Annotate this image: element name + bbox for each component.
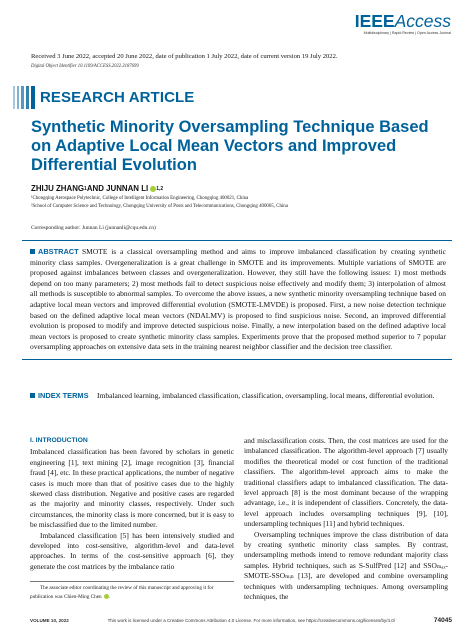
index-terms-heading-label: INDEX TERMS: [38, 391, 89, 400]
author-1-affiliation-mark: 1: [84, 185, 87, 192]
banner-stripe: [26, 86, 29, 109]
banner-stripe: [17, 86, 19, 109]
journal-tagline: Multidisciplinary | Rapid Review | Open Access Journal: [363, 31, 451, 35]
banner-stripe: [13, 86, 15, 109]
journal-logo: [355, 12, 451, 35]
page-footer: [30, 617, 452, 624]
abstract-heading-label: ABSTRACT: [38, 247, 79, 256]
banner-stripe: [31, 86, 35, 109]
footnote-period: .: [108, 593, 110, 600]
corresponding-author: Corresponding author: Junnan Li (junnanli@cqu.edu.cn): [31, 225, 156, 231]
affiliation-1: ¹Chongqing Aerospace Polytechnic, College of Intelligent Information Engineering, Chongqing 400021, China: [31, 196, 249, 201]
license-notice[interactable]: This work is licensed under a Creative Commons Attribution 4.0 License. For more information, see https://creativecommons.org/licenses/by/4.0/: [107, 618, 396, 623]
paper-title: Synthetic Minority Oversampling Technique Based on Adaptive Local Mean Vectors and Improved Differential Evolution: [31, 118, 429, 174]
page-number: 74045: [433, 617, 452, 624]
volume-label: VOLUME 10, 2022: [30, 618, 69, 623]
body-paragraph: Imbalanced classification has been favored by scholars in genetic engineering [1], text mining [2], image recognition [3], financial fraud [4], etc. In these practical applications, the number of negative cases is much more than that of positive cases due to the highly skewed class distribution. Negative and positive cases are regarded as the majority and minority classes, respectively. Under such circumstances, the minority class is more concerned, but it is easy to be misclassified due to the limited number.: [30, 447, 234, 530]
abstract-section: [22, 240, 452, 360]
doi-line: Digital Object Identifier 10.1109/ACCESS.2022.3187699: [31, 64, 139, 69]
article-type-label: RESEARCH ARTICLE: [40, 89, 195, 106]
banner-stripe: [21, 86, 24, 109]
banner-stripes: [13, 86, 35, 109]
received-dates: Received 3 June 2022, accepted 20 June 2022, date of publication 1 July 2022, date of current version 19 July 2022.: [31, 53, 338, 60]
abstract-text: SMOTE is a classical oversampling method and aims to improve imbalanced classification by creating synthetic minority class samples. Overgeneralization is a great challenge in SMOTE and its improvements. Multiple variations of SMOTE are proposed against imbalances between classes and overgeneralization. However, they still have the following issues: 1) most methods depend on too many parameters; 2) most methods fail to detect suspicious noise effectively and modify them; 3) interpolation of almost all methods is susceptible to abnormal samples. To overcome the above issues, a new synthetic minority oversampling technique based on adaptive local mean vectors and improved differential evolution (SMOTE-LMVDE) is proposed. First, a new noise detection technique based on the defined adaptive local mean vectors (NDALMV) is proposed to find suspicious noise. Second, an improved differential evolution is proposed to modify and improve detected suspicious noise. Finally, a new interpolation based on the defined adaptive local mean vectors is proposed to create synthetic minority class samples. Experiments prove that the proposed method superior to 7 popular oversampling approaches on extensive data sets in the training nearest neighbor classifier and the decision tree classifier.: [30, 247, 446, 352]
body-paragraph: and misclassification costs. Then, the cost matrices are used for the imbalanced classification. The algorithm-level approach [7] usually modifies the theoretical model or cost function of the traditional classifiers. The algorithm-level approach aims to make the traditional classifiers adapt to imbalanced classification. The data-level approach [8] is the most dominant because of the wrapping advantage, i.e., it is independent of classifiers. Concretely, the data-level approach includes oversampling techniques [9], [10], undersampling techniques [11] and hybrid techniques.: [244, 436, 448, 529]
footnote-divider: [30, 581, 234, 582]
editor-footnote-text: The associate editor coordinating the review of this manuscript and approving it for publication was Chien-Ming Chen: [30, 585, 214, 600]
section-marker-icon: [30, 393, 35, 398]
author-line: [31, 184, 163, 193]
body-column-right: [244, 436, 448, 603]
author-2-affiliation-mark: 1,2: [156, 185, 164, 192]
affiliation-2: ²School of Computer Science and Technology, Chongqing University of Posts and Telecommunications, Chongqing 400065, China: [31, 204, 288, 209]
journal-name-light: Access: [394, 11, 451, 31]
index-terms-text: Imbalanced learning, imbalanced classification, classification, oversampling, local means, differential evolution.: [97, 391, 435, 400]
journal-name: [355, 12, 451, 30]
editor-footnote: [30, 584, 234, 601]
author-1: ZHIJU ZHANG: [31, 184, 85, 193]
body-paragraph: Imbalanced classification [5] has been intensively studied and developed into cost-sensitive, algorithm-level and data-level approaches. In terms of the cost-sensitive approach [6], they generate the cost matrices by the imbalance ratio: [30, 530, 234, 571]
journal-name-bold: IEEE: [354, 11, 395, 31]
section-heading-introduction: I. INTRODUCTION: [30, 437, 88, 444]
section-marker-icon: [30, 249, 35, 254]
body-paragraph: Oversampling techniques improve the class distribution of data by creating synthetic minority class samples. By contrast, undersampling methods intend to remove redundant majority class samples. Hybrid techniques, such as S-SulfPred [12] and SSOₘₐₓ-SMOTE-SSOₘᵢₙ [13], are developed and combine oversampling techniques with undersampling techniques. Among oversampling techniques, the: [244, 529, 448, 602]
body-column-left: [30, 436, 234, 572]
author-2: AND JUNNAN LI: [86, 184, 149, 193]
article-type-banner: [13, 86, 194, 109]
index-terms-section: [30, 391, 450, 402]
